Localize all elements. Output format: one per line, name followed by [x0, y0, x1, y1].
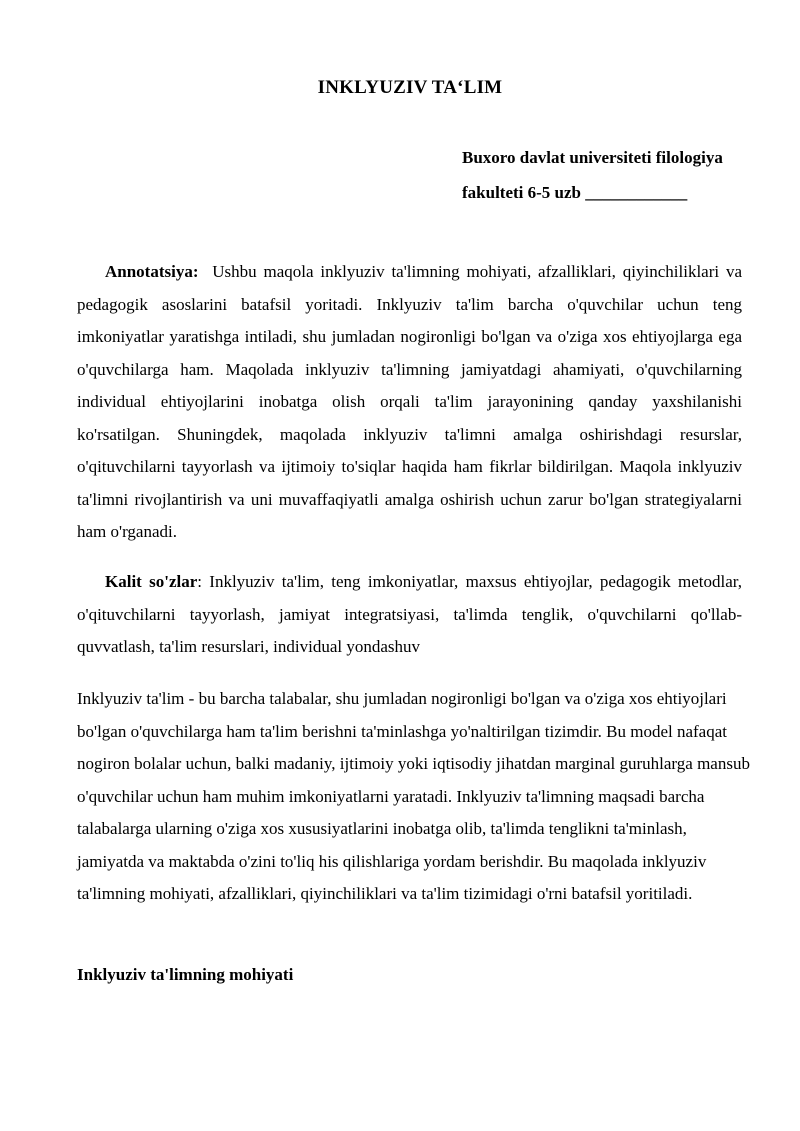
- keywords-label: Kalit so'zlar: [105, 572, 198, 591]
- document-title: INKLYUZIV TA‘LIM: [317, 77, 503, 98]
- annotation-label: Annotatsiya:: [105, 262, 199, 281]
- keywords-text: : Inklyuziv ta'lim, teng imkoniyatlar, maxsus ehtiyojlar, pedagogik metodlar, o'qituvchilarni tayyorlash, jamiyat integratsiyasi, ta'limda tenglik, o'quvchilarni qo'llab-quvvatlash, ta'lim resurslari, individual yondashuv: [77, 572, 742, 656]
- keywords-paragraph: [77, 566, 742, 664]
- affiliation-line-1: Buxoro davlat universiteti filologiya: [462, 148, 723, 167]
- intro-paragraph: Inklyuziv ta'lim - bu barcha talabalar, shu jumladan nogironligi bo'lgan va o'ziga xos ehtiyojlari bo'lgan o'quvchilarga ham ta'lim berishni ta'minlashga yo'naltirilgan tizimdir. Bu model nafaqat nogiron bolalar uchun, balki madaniy, ijtimoiy yoki iqtisodiy jihatdan marginal guruhlarga mansub o'quvchilar uchun ham muhim imkoniyatlarni yaratadi. Inklyuziv ta'limning maqsadi barcha talabalarga ularning o'ziga xos xususiyatlarini inobatga olib, ta'limda tenglikni ta'minlash, jamiyatda va maktabda o'zini to'liq his qilishlariga yordam berishdir. Bu maqolada inklyuziv ta'limning mohiyati, afzalliklari, qiyinchiliklari va ta'lim tizimidagi o'rni batafsil yoritiladi.: [77, 689, 750, 903]
- section-heading: Inklyuziv ta'limning mohiyati: [77, 965, 294, 984]
- affiliation-line-2: fakulteti 6-5 uzb ____________: [462, 183, 688, 202]
- annotation-text: Ushbu maqola inklyuziv ta'limning mohiyati, afzalliklari, qiyinchiliklari va pedagogik asoslarini batafsil yoritadi. Inklyuziv ta'lim barcha o'quvchilar uchun teng imkoniyatlar yaratishga intiladi, shu jumladan nogironligi bo'lgan va o'ziga xos ehtiyojlarga ega o'quvchilarga ham. Maqolada inklyuziv ta'limning jamiyatdagi ahamiyati, o'quvchilarning individual ehtiyojlarini inobatga olish orqali ta'lim jarayonining qanday yaxshilanishi ko'rsatilgan. Shuningdek, maqolada inklyuziv ta'limni amalga oshirishdagi resurslar, o'qituvchilarni tayyorlash va ijtimoiy to'siqlar haqida ham fikrlar bildirilgan. Maqola inklyuziv ta'limni rivojlantirish va uni muvaffaqiyatli amalga oshirish uchun zarur bo'lgan strategiyalarni ham o'rganadi.: [77, 262, 742, 541]
- annotation-paragraph: [77, 256, 742, 549]
